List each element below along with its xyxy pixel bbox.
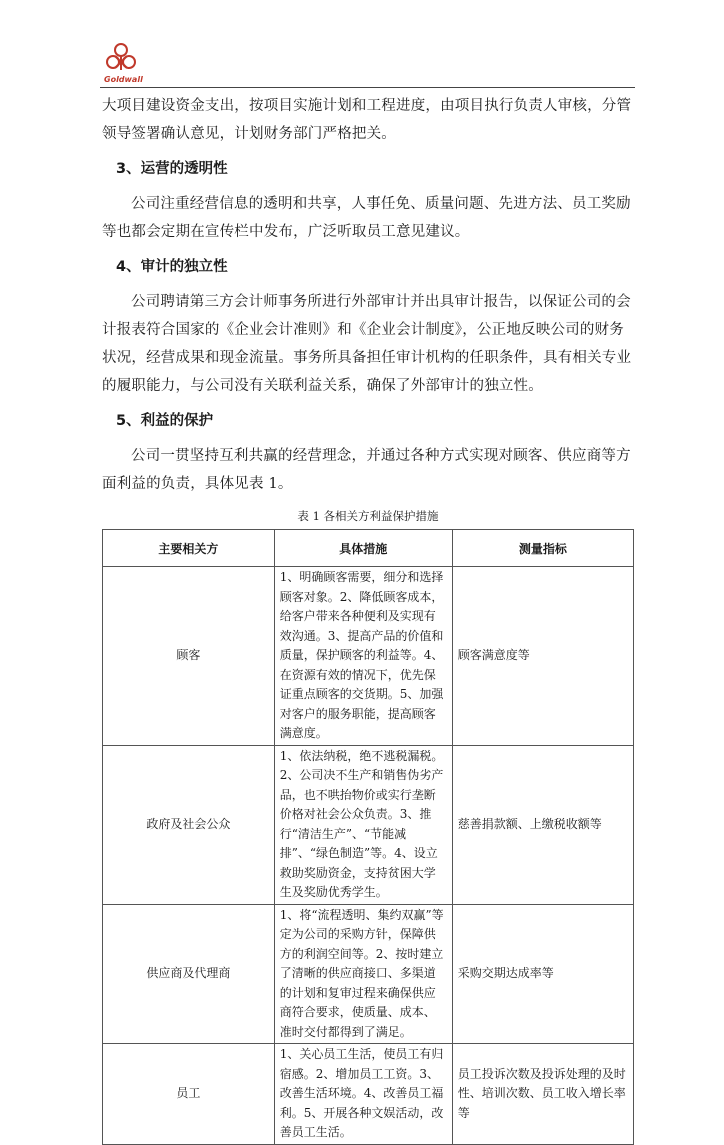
- logo-wordmark: Goldwall: [104, 75, 143, 84]
- paragraph-audit: 公司聘请第三方会计师事务所进行外部审计并出具审计报告，以保证公司的会计报表符合国家的《企业会计准则》和《企业会计制度》，公正地反映公司的财务状况，经营成果和现金流量。事务所具备担任审计机构的任职条件，具有相关专业的履职能力，与公司没有关联利益关系，确保了外部审计的独立性。: [102, 294, 632, 394]
- document-body: [102, 92, 634, 1145]
- header-measures: 具体措施: [274, 530, 452, 567]
- table-row: [103, 904, 634, 1044]
- paragraph-transparency: 公司注重经营信息的透明和共享，人事任免、质量问题、先进方法、员工奖励等也都会定期在宣传栏中发布，广泛听取员工意见建议。: [102, 196, 631, 240]
- cell-metric: 慈善捐款额、上缴税收额等: [452, 745, 633, 904]
- header-metric: 测量指标: [452, 530, 633, 567]
- cell-measures: 1、将“流程透明、集约双赢”等定为公司的采购方针，保障供方的利润空间等。2、按时建立了清晰的供应商接口、多渠道的计划和复审过程来确保供应商符合要求，使质量、成本、准时交付都得到了满足。: [274, 904, 452, 1044]
- cell-measures: 1、依法纳税，绝不逃税漏税。2、公司决不生产和销售伪劣产品，也不哄抬物价或实行垄断价格对社会公众负责。3、推行“清洁生产”、“节能减排”、“绿色制造”等。4、设立救助奖励资金，支持贫困大学生及奖励优秀学生。: [274, 745, 452, 904]
- paragraph-interest-protection: 公司一贯坚持互利共赢的经营理念，并通过各种方式实现对顾客、供应商等方面利益的负责，具体见表 1。: [102, 448, 631, 492]
- table-header-row: [103, 530, 634, 567]
- cell-metric: 顾客满意度等: [452, 567, 633, 746]
- table-row: [103, 745, 634, 904]
- stakeholder-table: [102, 529, 634, 1145]
- cell-party: 供应商及代理商: [103, 904, 275, 1044]
- table-row: [103, 567, 634, 746]
- paragraph-funding: 大项目建设资金支出，按项目实施计划和工程进度，由项目执行负责人审核，分管领导签署确认意见，计划财务部门严格把关。: [102, 98, 632, 142]
- header-divider: [100, 87, 635, 88]
- section-heading-audit: 4、审计的独立性: [116, 259, 228, 275]
- cell-measures: 1、关心员工生活，使员工有归宿感。2、增加员工工资。3、改善生活环境。4、改善员工福利。5、开展各种文娱活动，改善员工生活。: [274, 1044, 452, 1145]
- cell-metric: 员工投诉次数及投诉处理的及时性、培训次数、员工收入增长率等: [452, 1044, 633, 1145]
- header-party: 主要相关方: [103, 530, 275, 567]
- section-heading-transparency: 3、运营的透明性: [116, 161, 228, 177]
- table-row: [103, 1044, 634, 1145]
- cell-party: 员工: [103, 1044, 275, 1145]
- cell-metric: 采购交期达成率等: [452, 904, 633, 1044]
- cell-measures: 1、明确顾客需要，细分和选择顾客对象。2、降低顾客成本，给客户带来各种便利及实现有效沟通。3、提高产品的价值和质量，保护顾客的利益等。4、在资源有效的情况下，优先保证重点顾客的交货期。5、加强对客户的服务职能，提高顾客满意度。: [274, 567, 452, 746]
- cell-party: 政府及社会公众: [103, 745, 275, 904]
- section-heading-interest-protection: 5、利益的保护: [116, 413, 214, 429]
- cell-party: 顾客: [103, 567, 275, 746]
- table-caption: 表 1 各相关方利益保护措施: [297, 509, 439, 523]
